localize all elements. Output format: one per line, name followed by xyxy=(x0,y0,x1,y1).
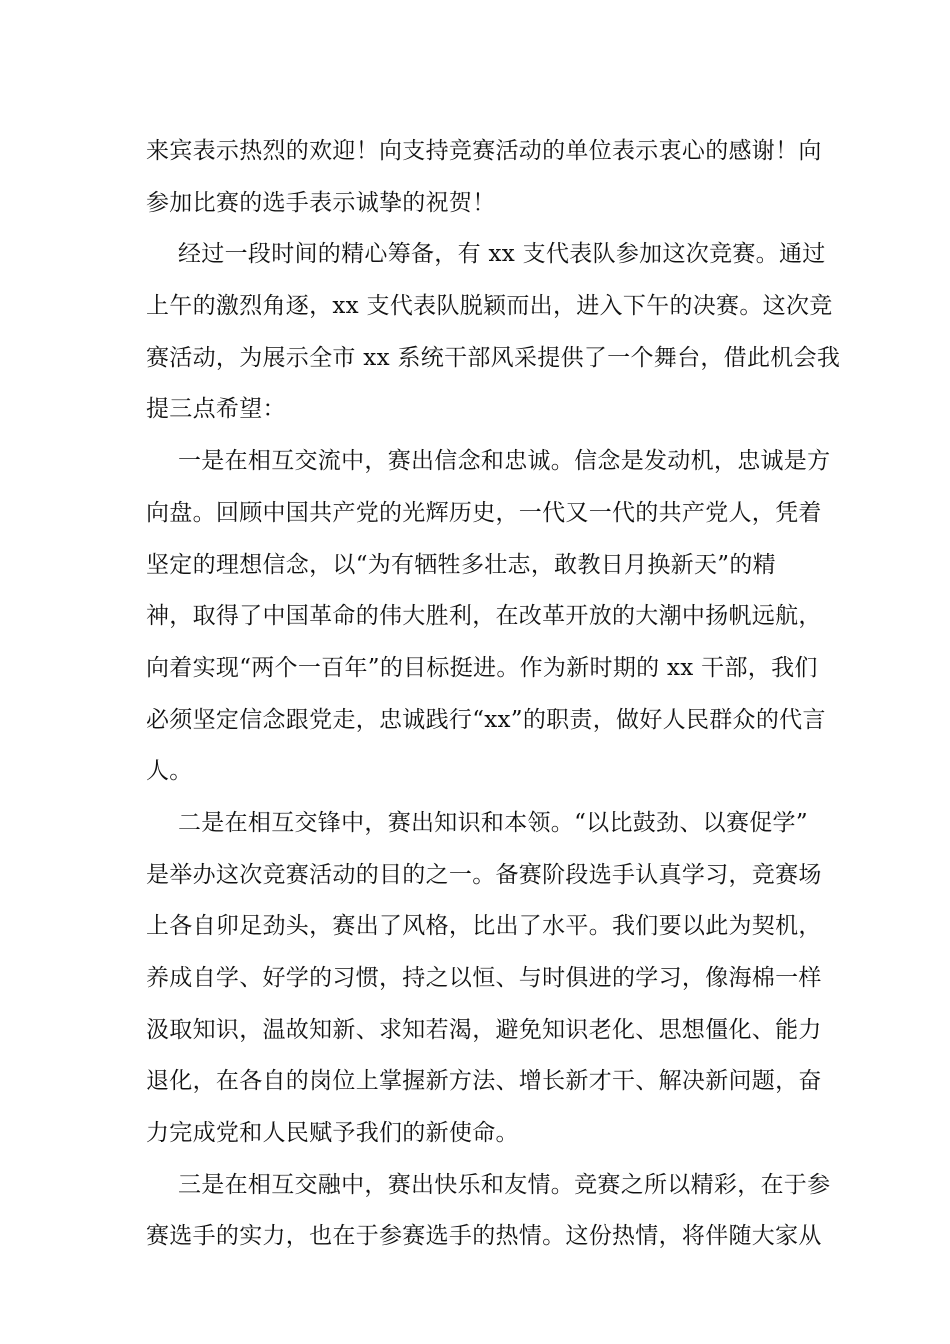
body-text xyxy=(146,126,841,1263)
text-line: 赛选手的实力，也在于参赛选手的热情。这份热情，将伴随大家从 xyxy=(146,1223,822,1250)
text-line: 来宾表示热烈的欢迎！向支持竞赛活动的单位表示衷心的感谢！向 xyxy=(146,138,822,164)
text-line: 一是在相互交流中，赛出信念和忠诚。信念是发动机，忠诚是方 xyxy=(178,448,831,475)
text-line: 力完成党和人民赋予我们的新使命。 xyxy=(146,1120,519,1147)
paragraph xyxy=(146,1160,831,1263)
text-line: 上各自卯足劲头，赛出了风格，比出了水平。我们要以此为契机， xyxy=(146,913,822,940)
text-line: 坚定的理想信念，以“为有牺牲多壮志，敢教日月换新天”的精 xyxy=(146,551,776,578)
paragraph xyxy=(146,126,822,229)
text-line: 三是在相互交融中，赛出快乐和友情。竞赛之所以精彩，在于参 xyxy=(178,1171,831,1198)
text-line: 是举办这次竞赛活动的目的之一。备赛阶段选手认真学习，竞赛场 xyxy=(146,861,822,888)
text-line: 人。 xyxy=(146,758,193,785)
text-line: 二是在相互交锋中，赛出知识和本领。“以比鼓劲、以赛促学” xyxy=(178,809,808,836)
paragraph xyxy=(146,798,822,1160)
text-line: 必须坚定信念跟党走，忠诚践行“xx”的职责，做好人民群众的代言 xyxy=(146,706,826,733)
paragraph xyxy=(146,229,841,436)
text-line: 养成自学、好学的习惯，持之以恒、与时俱进的学习，像海棉一样 xyxy=(146,965,822,991)
text-line: 汲取知识，温故知新、求知若渴，避免知识老化、思想僵化、能力 xyxy=(146,1016,822,1043)
text-line: 退化，在各自的岗位上掌握新方法、增长新才干、解决新问题，奋 xyxy=(146,1068,822,1095)
text-line: 向着实现“两个一百年”的目标挺进。作为新时期的 xx 干部，我们 xyxy=(146,654,818,681)
text-line: 经过一段时间的精心筹备，有 xx 支代表队参加这次竞赛。通过 xyxy=(178,241,826,268)
paragraph xyxy=(146,436,831,798)
text-line: 上午的激烈角逐，xx 支代表队脱颖而出，进入下午的决赛。这次竞 xyxy=(146,293,833,320)
text-line: 向盘。回顾中国共产党的光辉历史，一代又一代的共产党人，凭着 xyxy=(146,499,822,526)
text-line: 神，取得了中国革命的伟大胜利，在改革开放的大潮中扬帆远航， xyxy=(146,603,822,630)
text-line: 提三点希望： xyxy=(146,396,286,423)
text-line: 参加比赛的选手表示诚挚的祝贺！ xyxy=(146,189,496,216)
text-line: 赛活动，为展示全市 xx 系统干部风采提供了一个舞台，借此机会我 xyxy=(146,344,841,371)
